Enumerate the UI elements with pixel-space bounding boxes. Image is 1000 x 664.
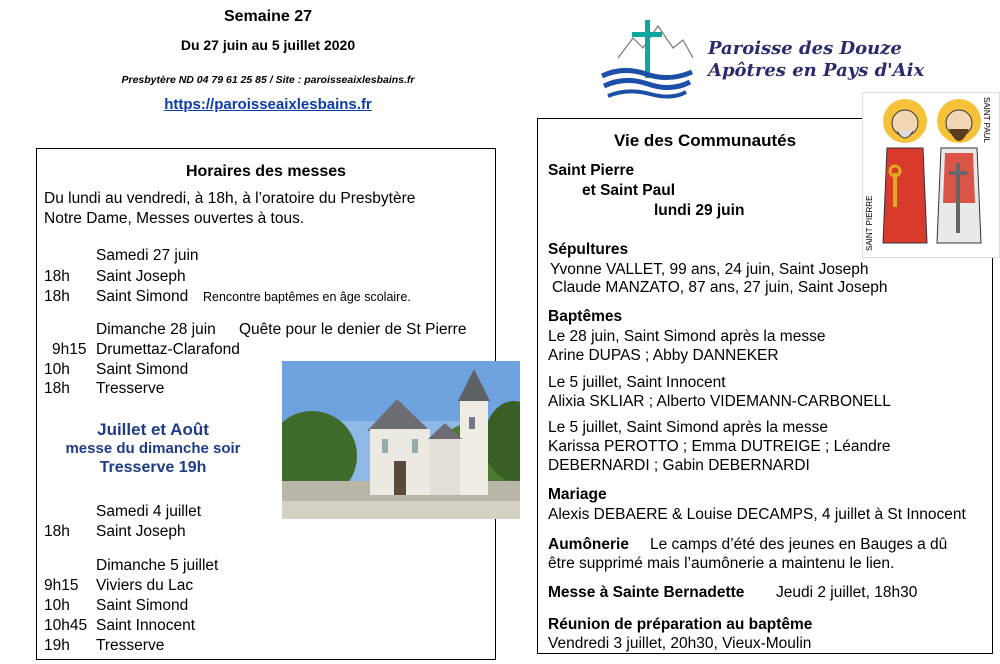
baptism-prep-when: Vendredi 3 juillet, 20h30, Vieux-Moulin	[548, 635, 812, 652]
day-heading-sun5: Dimanche 5 juillet	[96, 557, 219, 574]
baptism-names: Arine DUPAS ; Abby DANNEKER	[548, 347, 779, 364]
mass-place: Viviers du Lac	[96, 577, 194, 594]
saint-paul-label: SAINT PAUL	[982, 97, 991, 143]
mass-place: Saint Simond	[96, 361, 189, 378]
mass-note: Rencontre baptêmes en âge scolaire.	[203, 290, 411, 304]
baptism-date: Le 5 juillet, Saint Simond après la messe	[548, 419, 829, 436]
baptism-names: Alixia SKLIAR ; Alberto VIDEMANN-CARBONELL	[548, 393, 891, 410]
summer-announcement	[38, 420, 268, 477]
funerals-title: Sépultures	[548, 241, 629, 258]
mass-time: 10h	[44, 361, 70, 378]
wedding-entry: Alexis DEBAERE & Louise DECAMPS, 4 juillet à St Innocent	[548, 506, 966, 523]
mass-place: Tresserve	[96, 637, 165, 654]
cross-waves-icon	[598, 18, 693, 106]
saints-illustration	[862, 92, 1000, 258]
feast-line-1: Saint Pierre	[548, 162, 635, 179]
mass-time: 18h	[44, 268, 70, 285]
chaplaincy-title: Aumônerie	[548, 536, 629, 553]
day-heading-sat27: Samedi 27 juin	[96, 247, 199, 264]
mass-place: Saint Joseph	[96, 523, 186, 540]
community-title: Vie des Communautés	[614, 131, 797, 150]
presbytery-contact: Presbytère ND 04 79 61 25 85 / Site : paroisseaixlesbains.fr	[121, 74, 415, 86]
weekday-line-2: Notre Dame, Messes ouvertes à tous.	[44, 210, 305, 227]
date-range: Du 27 juin au 5 juillet 2020	[180, 37, 356, 53]
summer-line-2: messe du dimanche soir	[65, 440, 241, 457]
parish-logo	[598, 18, 693, 106]
summer-line-3: Tresserve 19h	[99, 459, 207, 476]
mass-time: 10h45	[44, 617, 88, 634]
weekday-line-1: Du lundi au vendredi, à 18h, à l’oratoire du Presbytère	[44, 190, 416, 207]
mass-place: Drumettaz-Clarafond	[96, 341, 240, 358]
funeral-entry: Claude MANZATO, 87 ans, 27 juin, Saint Joseph	[552, 279, 888, 296]
collection-note: Quête pour le denier de St Pierre	[239, 321, 467, 338]
day-heading-sun28: Dimanche 28 juin	[96, 321, 216, 338]
wedding-title: Mariage	[548, 486, 607, 503]
baptism-names: DEBERNARDI ; Gabin DEBERNARDI	[548, 457, 810, 474]
baptism-date: Le 28 juin, Saint Simond après la messe	[548, 328, 826, 345]
church-photo	[282, 361, 520, 519]
mass-time: 9h15	[44, 577, 79, 594]
mass-time: 18h	[44, 288, 70, 305]
mass-time: 9h15	[52, 341, 87, 358]
feast-line-3: lundi 29 juin	[654, 202, 745, 219]
chaplaincy-text-1: Le camps d’été des jeunes en Bauges a dû	[650, 536, 948, 553]
bernadette-title: Messe à Sainte Bernadette	[548, 584, 745, 601]
summer-line-1: Juillet et Août	[97, 420, 209, 439]
bernadette-when: Jeudi 2 juillet, 18h30	[776, 584, 918, 601]
day-heading-sat4: Samedi 4 juillet	[96, 503, 202, 520]
mass-time: 19h	[44, 637, 70, 654]
parish-name-line1: Paroisse des Douze	[708, 38, 902, 59]
mass-place: Tresserve	[96, 380, 165, 397]
mass-time: 18h	[44, 523, 70, 540]
baptism-date: Le 5 juillet, Saint Innocent	[548, 374, 726, 391]
feast-line-2: et Saint Paul	[582, 182, 676, 199]
saint-peter-label: SAINT PIERRE	[865, 195, 874, 251]
baptisms-title: Baptêmes	[548, 308, 623, 325]
week-title: Semaine 27	[223, 8, 313, 25]
parish-name-line2: Apôtres en Pays d'Aix	[708, 60, 925, 81]
chaplaincy-text-2: être supprimé mais l’aumônerie a maintenu le lien.	[548, 555, 895, 572]
saints-peter-paul-icon	[863, 93, 999, 257]
baptism-prep-title: Réunion de préparation au baptême	[548, 616, 813, 633]
mass-time: 18h	[44, 380, 70, 397]
mass-place: Saint Simond	[96, 288, 189, 305]
website-link[interactable]: https://paroisseaixlesbains.fr	[164, 96, 372, 113]
funeral-entry: Yvonne VALLET, 99 ans, 24 juin, Saint Joseph	[550, 261, 869, 278]
parish-name	[708, 38, 948, 82]
mass-place: Saint Simond	[96, 597, 189, 614]
mass-schedule-title: Horaires des messes	[185, 163, 347, 180]
mass-time: 10h	[44, 597, 70, 614]
baptism-names: Karissa PEROTTO ; Emma DUTREIGE ; Léandre	[548, 438, 891, 455]
mass-place: Saint Joseph	[96, 268, 186, 285]
mass-place: Saint Innocent	[96, 617, 196, 634]
